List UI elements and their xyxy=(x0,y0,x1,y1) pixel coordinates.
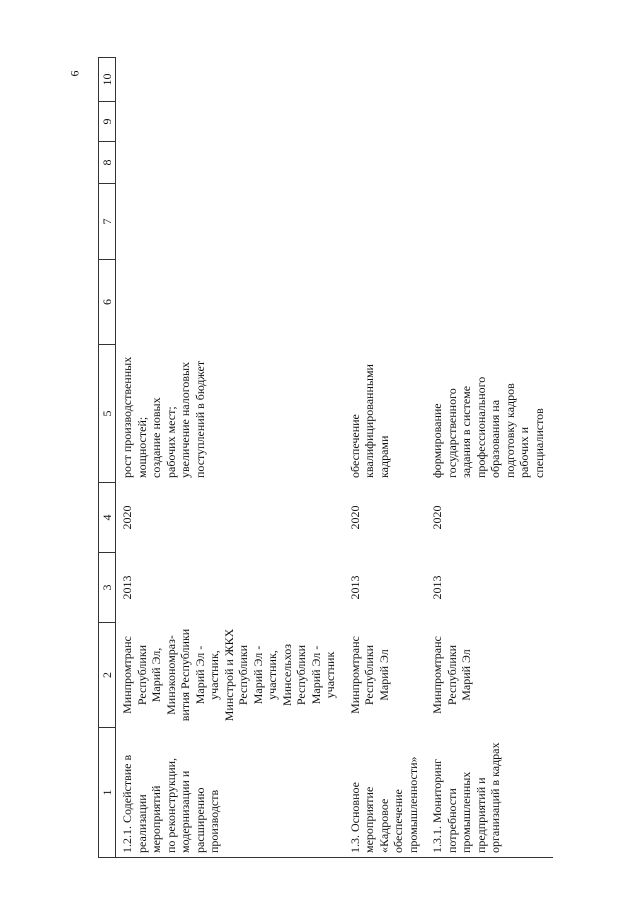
empty-cell-col-7 xyxy=(426,184,553,260)
start-year-cell: 2013 xyxy=(430,575,444,600)
measure-name-cell-line: 1.3.1. Мониторинг xyxy=(430,758,444,853)
header-cell-8: 8 xyxy=(99,142,116,184)
executor-cell-line: Минпромтранс xyxy=(430,636,444,714)
expected-result-cell-line: профессионального xyxy=(473,376,488,478)
expected-result-cell xyxy=(116,345,344,483)
measure-name-cell xyxy=(426,728,553,858)
executor-cell-line: Марий Эл - xyxy=(192,645,207,705)
measure-name-cell-line: 1.3. Основное xyxy=(347,782,362,853)
executor-cell-line: Марий Эл xyxy=(376,649,391,701)
expected-result-cell-line: рабочих и xyxy=(517,427,531,478)
page-number: 6 xyxy=(67,70,82,77)
executor-cell-line: Минэкономраз- xyxy=(163,635,178,715)
table-row xyxy=(116,58,344,858)
measures-table xyxy=(98,57,553,858)
expected-result-cell-line: кадрами xyxy=(376,435,391,478)
end-year-cell: 2020 xyxy=(430,505,444,530)
executor-cell-line: Минпромтранс xyxy=(120,636,134,714)
empty-cell-col-10 xyxy=(426,58,553,102)
expected-result-cell-line: задания в системе xyxy=(459,385,473,478)
measure-name-cell-line: мероприятие xyxy=(362,786,376,853)
expected-result-cell-line: квалифицированными xyxy=(362,364,376,478)
rotated-table-container xyxy=(98,58,640,858)
empty-cell-col-8 xyxy=(116,142,344,184)
executor-cell xyxy=(426,623,553,728)
expected-result-cell-line: увеличение налоговых xyxy=(178,361,192,478)
expected-result-cell-line: образования на xyxy=(488,399,502,478)
measure-name-cell-line: промышленности» xyxy=(405,756,420,853)
expected-result-cell xyxy=(426,345,553,483)
measure-name-cell xyxy=(116,728,344,858)
measure-name-cell-line: реализации мероприятий xyxy=(134,785,163,853)
executor-cell xyxy=(116,623,344,728)
expected-result-cell-line: создание новых xyxy=(149,397,163,478)
measure-name-cell-line: потребности xyxy=(444,788,459,853)
empty-cell-col-6 xyxy=(344,260,427,345)
executor-cell-line: Республики xyxy=(134,644,149,706)
expected-result-cell xyxy=(344,345,427,483)
measure-name-cell-line: промышленных xyxy=(459,771,473,853)
start-year-cell: 2013 xyxy=(120,575,134,600)
header-cell-7: 7 xyxy=(99,184,116,260)
expected-result-cell-line: подготовку кадров xyxy=(502,383,517,478)
executor-cell-line: Минпромтранс xyxy=(347,636,362,714)
header-cell-10: 10 xyxy=(99,58,116,102)
expected-result-cell-line: специалистов xyxy=(531,408,546,478)
executor-cell-line: Минсельхоз xyxy=(279,643,294,707)
table-row xyxy=(344,58,427,858)
empty-cell-col-9 xyxy=(116,102,344,142)
measure-name-cell-line: по реконструкции, xyxy=(163,757,178,853)
empty-cell-col-7 xyxy=(116,184,344,260)
header-cell-5: 5 xyxy=(99,345,116,483)
header-row xyxy=(99,58,116,858)
executor-cell-line: Марий Эл - xyxy=(250,645,265,705)
header-cell-4: 4 xyxy=(99,483,116,553)
header-cell-1: 1 xyxy=(99,728,116,858)
executor-cell-line: Республики xyxy=(362,644,376,706)
expected-result-cell-line: мощностей; xyxy=(134,416,149,478)
empty-cell-col-10 xyxy=(116,58,344,102)
executor-cell-line: Марий Эл xyxy=(459,649,473,701)
header-cell-6: 6 xyxy=(99,260,116,345)
measure-name-cell-line: организаций в кадрах xyxy=(488,742,502,853)
expected-result-cell-line: формирование xyxy=(430,403,444,478)
empty-cell-col-10 xyxy=(344,58,427,102)
empty-cell-col-7 xyxy=(344,184,427,260)
header-cell-9: 9 xyxy=(99,102,116,142)
expected-result-cell-line: обеспечение xyxy=(347,414,362,478)
executor-cell-line: Республики xyxy=(236,644,250,706)
measure-name-cell-line: 1.2.1. Содействие в xyxy=(120,754,134,853)
executor-cell-line: Республики xyxy=(444,644,459,706)
expected-result-cell-line: поступлений в бюджет xyxy=(192,360,207,478)
measure-name-cell-line: «Кадровое обеспечение xyxy=(376,789,405,853)
end-year-cell: 2020 xyxy=(120,505,134,530)
executor-cell-line: Республики xyxy=(294,644,308,706)
header-cell-3: 3 xyxy=(99,553,116,623)
measure-name-cell-line: модернизации и xyxy=(178,770,192,853)
empty-cell-col-9 xyxy=(344,102,427,142)
executor-cell-line: участник, xyxy=(265,650,279,700)
executor-cell-line: участник, xyxy=(207,650,221,700)
measure-name-cell-line: расширению xyxy=(192,787,207,853)
measure-name-cell xyxy=(344,728,427,858)
empty-cell-col-9 xyxy=(426,102,553,142)
measure-name-cell-line: предприятий и xyxy=(473,777,488,853)
end-year-cell: 2020 xyxy=(347,505,362,530)
table-body xyxy=(116,58,553,858)
empty-cell-col-6 xyxy=(116,260,344,345)
empty-cell-col-6 xyxy=(426,260,553,345)
executor-cell xyxy=(344,623,427,728)
expected-result-cell-line: рост производственных xyxy=(120,356,134,478)
table-row xyxy=(426,58,553,858)
expected-result-cell-line: государственного xyxy=(444,388,459,478)
executor-cell-line: участник xyxy=(323,651,337,699)
expected-result-cell-line: рабочих мест; xyxy=(163,406,178,478)
measure-name-cell-line: производств xyxy=(207,789,221,853)
executor-cell-line: Марий Эл, xyxy=(149,647,163,703)
executor-cell-line: вития Республики xyxy=(178,628,192,722)
empty-cell-col-8 xyxy=(344,142,427,184)
empty-cell-col-8 xyxy=(426,142,553,184)
start-year-cell: 2013 xyxy=(347,575,362,600)
executor-cell-line: Марий Эл - xyxy=(308,645,323,705)
header-cell-2: 2 xyxy=(99,623,116,728)
executor-cell-line: Минстрой и ЖКХ xyxy=(221,628,236,722)
